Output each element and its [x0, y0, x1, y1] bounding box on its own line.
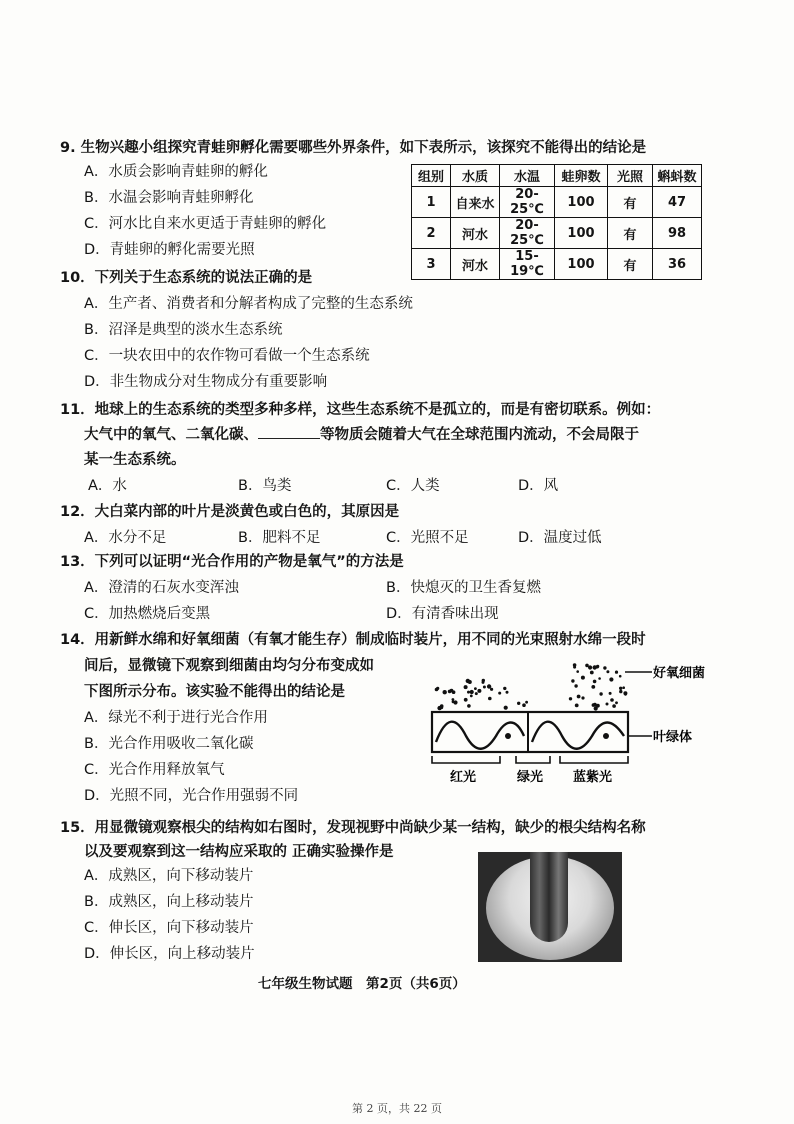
- table-cell: 36: [653, 249, 702, 280]
- chloroplast-spiral-right: [532, 722, 624, 749]
- table-header-cell: 光照: [608, 165, 653, 187]
- table-row: [412, 249, 702, 280]
- q10-stem: 10．下列关于生态系统的说法正确的是: [60, 270, 313, 286]
- label-red-light: 红光: [450, 770, 477, 785]
- q14-option-d: D．光照不同，光合作用强弱不同: [84, 788, 299, 804]
- table-header-row: [412, 165, 702, 187]
- table-cell: 20-25℃: [500, 218, 555, 249]
- bacterium-dot: [467, 704, 471, 708]
- table-cell: 河水: [451, 249, 500, 280]
- q9-data-table: [411, 164, 702, 280]
- q9-stem: 9. 生物兴趣小组探究青蛙卵孵化需要哪些外界条件，如下表所示，该探究不能得出的结论是: [60, 140, 647, 156]
- bacterium-dot: [573, 666, 576, 669]
- bacterium-dot: [609, 692, 612, 695]
- bacterium-dot: [467, 691, 470, 694]
- q11-option-c: C．人类: [386, 478, 440, 494]
- bacterium-dot: [585, 664, 589, 668]
- bacterium-dot: [468, 680, 472, 684]
- table-cell: 有: [608, 249, 653, 280]
- table-cell: 47: [653, 187, 702, 218]
- q14-option-b: B．光合作用吸收二氧化碳: [84, 736, 254, 752]
- label-chloroplast: 叶绿体: [653, 730, 693, 745]
- q9-option-d: D．青蛙卵的孵化需要光照: [84, 242, 255, 258]
- bacterium-dot: [453, 700, 457, 704]
- table-header-cell: 水温: [500, 165, 555, 187]
- q15-stem-line2: 以及要观察到这一结构应采取的 正确实验操作是: [84, 844, 394, 860]
- table-cell: 3: [412, 249, 451, 280]
- bacterium-dot: [624, 693, 627, 696]
- table-cell: 有: [608, 187, 653, 218]
- bacterium-dot: [525, 701, 528, 704]
- bacterium-dot: [503, 687, 506, 690]
- table-header-cell: 水质: [451, 165, 500, 187]
- bacterium-dot: [609, 677, 613, 681]
- bacterium-dot: [590, 671, 594, 675]
- table-cell: 河水: [451, 218, 500, 249]
- bacterium-dot: [517, 702, 520, 705]
- algae-experiment-figure: [420, 656, 740, 790]
- exam-footer: 七年级生物试题 第2页（共6页）: [258, 976, 466, 992]
- bacterium-dot: [482, 681, 485, 684]
- table-cell: 100: [555, 218, 608, 249]
- q15-option-c: C．伸长区，向下移动装片: [84, 920, 254, 936]
- q10-option-a: A．生产者、消费者和分解者构成了完整的生态系统: [84, 296, 413, 312]
- bacterium-dot: [435, 688, 439, 692]
- q12-option-b: B．肥料不足: [238, 530, 321, 546]
- table-row: [412, 187, 702, 218]
- root-tip: [530, 852, 568, 942]
- q14-option-a: A．绿光不利于进行光合作用: [84, 710, 268, 726]
- table-cell: 15-19℃: [500, 249, 555, 280]
- q15-option-a: A．成熟区，向下移动装片: [84, 868, 254, 884]
- bacterium-dot: [504, 706, 508, 710]
- table-header-cell: 蛙卵数: [555, 165, 608, 187]
- label-green-light: 绿光: [517, 770, 544, 785]
- table-cell: 20-25℃: [500, 187, 555, 218]
- q13-option-b: B．快熄灭的卫生香复燃: [386, 580, 541, 596]
- bacterium-dot: [581, 676, 585, 680]
- bacterium-dot: [577, 695, 581, 699]
- bacterium-dot: [571, 679, 574, 682]
- bacterium-dot: [464, 698, 468, 702]
- table-cell: 98: [653, 218, 702, 249]
- q15-stem-line1: 15．用显微镜观察根尖的结构如右图时，发现视野中尚缺少某一结构，缺少的根尖结构名称: [60, 820, 646, 836]
- fill-in-blank: [258, 426, 320, 439]
- table-cell: 有: [608, 218, 653, 249]
- bacterium-dot: [599, 692, 602, 695]
- nucleus-dot: [603, 733, 609, 739]
- q14-stem-line1: 14．用新鲜水绵和好氧细菌（有氧才能生存）制成临时装片，用不同的光束照射水绵一段时: [60, 632, 646, 648]
- bacterium-dot: [581, 696, 584, 699]
- q11-stem-line2: [84, 425, 639, 445]
- table-cell: 自来水: [451, 187, 500, 218]
- bacterium-dot: [593, 680, 597, 684]
- table-header-cell: 组别: [412, 165, 451, 187]
- q12-stem: 12．大白菜内部的叶片是淡黄色或白色的，其原因是: [60, 504, 400, 520]
- bacterium-dot: [606, 703, 609, 706]
- q11-stem-part1: 大气中的氧气、二氧化碳、: [84, 427, 258, 443]
- bacterium-dot: [474, 687, 477, 690]
- q13-option-a: A．澄清的石灰水变浑浊: [84, 580, 239, 596]
- table-header-cell: 蝌蚪数: [653, 165, 702, 187]
- q9-option-b: B．水温会影响青蛙卵孵化: [84, 190, 254, 206]
- bacterium-dot: [569, 697, 572, 700]
- bacterium-dot: [591, 685, 595, 689]
- page-number: 第 2 页，共 22 页: [352, 1102, 442, 1115]
- q12-option-a: A．水分不足: [84, 530, 167, 546]
- q9-option-c: C．河水比自来水更适于青蛙卵的孵化: [84, 216, 327, 232]
- bacterium-dot: [606, 670, 609, 673]
- q13-option-d: D．有清香味出现: [386, 606, 499, 622]
- q11-stem-part2: 等物质会随着大气在全球范围内流动，不会局限于: [320, 427, 639, 443]
- q14-option-c: C．光合作用释放氧气: [84, 762, 225, 778]
- bacterium-dot: [470, 690, 474, 694]
- red-light-bracket: [432, 756, 500, 763]
- bacterium-dot: [470, 695, 473, 698]
- bacterium-dot: [610, 698, 614, 702]
- green-light-bracket: [516, 756, 550, 763]
- label-blue-violet-light: 蓝紫光: [573, 770, 613, 785]
- q11-option-b: B．鸟类: [238, 478, 292, 494]
- bacterium-dot: [443, 690, 447, 694]
- q14-stem-line3: 下图所示分布。该实验不能得出的结论是: [84, 684, 345, 700]
- q13-option-c: C．加热燃烧后变黑: [84, 606, 211, 622]
- root-tip-micrograph: [478, 852, 622, 962]
- q15-option-d: D．伸长区，向上移动装片: [84, 946, 255, 962]
- bacterium-dot: [574, 684, 577, 687]
- bacterium-dot: [464, 685, 468, 689]
- bacterium-dot: [594, 706, 598, 710]
- bacterium-dot: [622, 686, 625, 689]
- label-aerobic-bacteria: 好氧细菌: [653, 666, 706, 681]
- bacterium-dot: [615, 701, 618, 704]
- q11-option-a: A．水: [88, 478, 127, 494]
- bacterium-dot: [477, 689, 481, 693]
- nucleus-dot: [505, 733, 511, 739]
- bacterium-dot: [488, 697, 492, 701]
- bacterium-dot: [619, 675, 622, 678]
- bacterium-dot: [498, 692, 501, 695]
- bacterium-dot: [612, 704, 616, 708]
- bacterium-dot: [450, 689, 454, 693]
- bacterium-dot: [592, 703, 596, 707]
- q12-option-d: D．温度过低: [518, 530, 602, 546]
- table-row: [412, 218, 702, 249]
- q11-option-d: D．风: [518, 478, 559, 494]
- aerobic-bacteria-dots: [435, 663, 628, 710]
- q14-stem-line2: 间后，显微镜下观察到细菌由均匀分布变成如: [84, 658, 374, 674]
- q11-stem-line1: 11．地球上的生态系统的类型多种多样，这些生态系统不是孤立的，而是有密切联系。例如：: [60, 402, 661, 418]
- q10-option-b: B．沼泽是典型的淡水生态系统: [84, 322, 283, 338]
- bacterium-dot: [593, 665, 597, 669]
- bacterium-dot: [619, 687, 622, 690]
- spirogyra-cell: [432, 712, 628, 752]
- bacterium-dot: [483, 686, 486, 689]
- bacterium-dot: [506, 691, 509, 694]
- bacterium-dot: [603, 666, 606, 669]
- bacterium-dot: [576, 670, 579, 673]
- bacterium-dot: [522, 703, 526, 707]
- q10-option-c: C．一块农田中的农作物可看做一个生态系统: [84, 348, 370, 364]
- table-cell: 1: [412, 187, 451, 218]
- q13-stem: 13．下列可以证明“光合作用的产物是氧气”的方法是: [60, 554, 404, 570]
- bacterium-dot: [619, 690, 622, 693]
- q11-stem-line3: 某一生态系统。: [84, 452, 186, 468]
- table-cell: 100: [555, 187, 608, 218]
- q12-option-c: C．光照不足: [386, 530, 469, 546]
- table-cell: 2: [412, 218, 451, 249]
- bacterium-dot: [615, 671, 618, 674]
- q9-option-a: A．水质会影响青蛙卵的孵化: [84, 164, 268, 180]
- bacterium-dot: [440, 706, 443, 709]
- bacterium-dot: [598, 677, 601, 680]
- bacterium-dot: [475, 692, 478, 695]
- table-cell: 100: [555, 249, 608, 280]
- q15-option-b: B．成熟区，向上移动装片: [84, 894, 254, 910]
- bacterium-dot: [487, 684, 491, 688]
- bacterium-dot: [575, 704, 579, 708]
- q10-option-d: D．非生物成分对生物成分有重要影响: [84, 374, 328, 390]
- blue-violet-light-bracket: [560, 756, 628, 763]
